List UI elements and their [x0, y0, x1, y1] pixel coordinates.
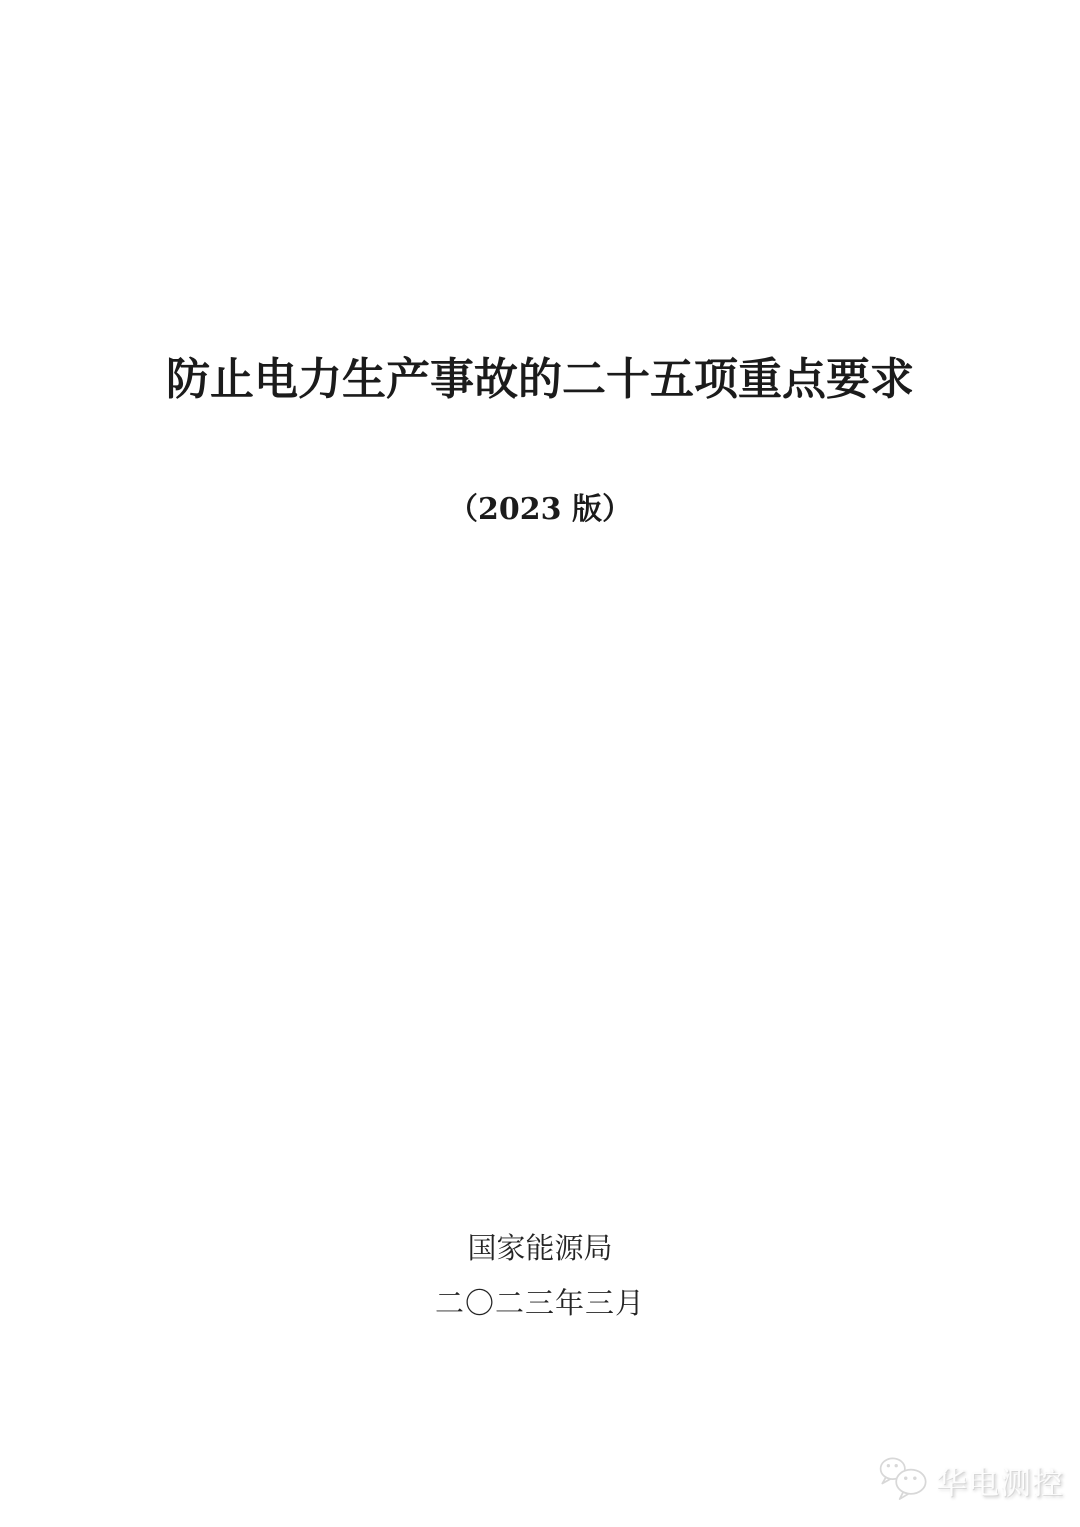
wechat-icon — [878, 1455, 930, 1505]
watermark-text: 华电测控 — [936, 1465, 1064, 1502]
document-title: 防止电力生产事故的二十五项重点要求 — [166, 354, 914, 405]
watermark — [878, 1455, 1064, 1505]
document-edition: （2023 版） — [448, 492, 632, 527]
document-publisher: 国家能源局 — [467, 1231, 613, 1265]
document-date: 二〇二三年三月 — [434, 1286, 645, 1320]
